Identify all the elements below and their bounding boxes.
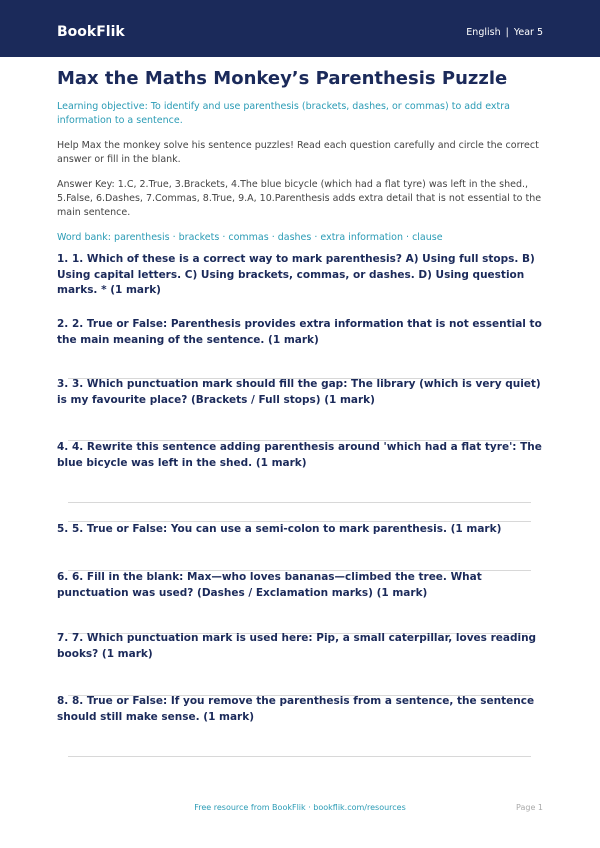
question-4: 4. 4. Rewrite this sentence adding parenthesis around 'which had a flat tyre': The blue bicycle was left in the shed. (1 mark) (57, 441, 542, 469)
question-7: 7. 7. Which punctuation mark is used here: Pip, a small caterpillar, loves reading books? (1 mark) (57, 632, 537, 660)
word-bank: Word bank: parenthesis · brackets · commas · dashes · extra information · clause (57, 232, 443, 243)
meta-separator: | (505, 27, 509, 38)
top-header-bar (0, 0, 600, 57)
worksheet-intro (57, 66, 543, 245)
question-1: 1. 1. Which of these is a correct way to mark parenthesis? A) Using full stops. B) Using capital letters. C) Using brackets, commas, or dashes. D) Using question marks. * (1 mark) (57, 253, 535, 296)
learning-objective: Learning objective: To identify and use parenthesis (brackets, dashes, or commas) to add extra information to a sentence. (57, 101, 510, 126)
answer-key-text: Answer Key: 1.C, 2.True, 3.Brackets, 4.The blue bicycle (which had a flat tyre) was left in the shed., 5.False, 6.Dashes, 7.Commas, 8.True, 9.A, 10.Parenthesis adds extra detail that is not essential to the main sentence. (57, 179, 542, 218)
question-8: 8. 8. True or False: If you remove the parenthesis from a sentence, the sentence should still make sense. (1 mark) (57, 695, 535, 723)
question-6: 6. 6. Fill in the blank: Max—who loves bananas—climbed the tree. What punctuation was used? (Dashes / Exclamation marks) (1 mark) (57, 571, 482, 599)
subject-label: English (466, 27, 501, 38)
question-2: 2. 2. True or False: Parenthesis provides extra information that is not essential to the main meaning of the sentence. (1 mark) (57, 318, 542, 346)
worksheet-title: Max the Maths Monkey’s Parenthesis Puzzle (57, 68, 508, 89)
page-number: Page 1 (516, 803, 543, 812)
question-3: 3. 3. Which punctuation mark should fill the gap: The library (which is very quiet) is my favourite place? (Brackets / Full stops) (1 mark) (57, 378, 541, 406)
answer-line-8b[interactable] (68, 756, 531, 757)
footer-source: Free resource from BookFlik · bookflik.com/resources (194, 803, 406, 812)
year-label: Year 5 (513, 27, 543, 38)
answer-line-4b[interactable] (68, 502, 531, 503)
instructions-text: Help Max the monkey solve his sentence puzzles! Read each question carefully and circle the correct answer or fill in the blank. (57, 140, 539, 165)
question-5: 5. 5. True or False: You can use a semi-colon to mark parenthesis. (1 mark) (57, 523, 502, 535)
brand-logo-text: BookFlik (57, 24, 125, 40)
subject-year-label (466, 26, 543, 40)
